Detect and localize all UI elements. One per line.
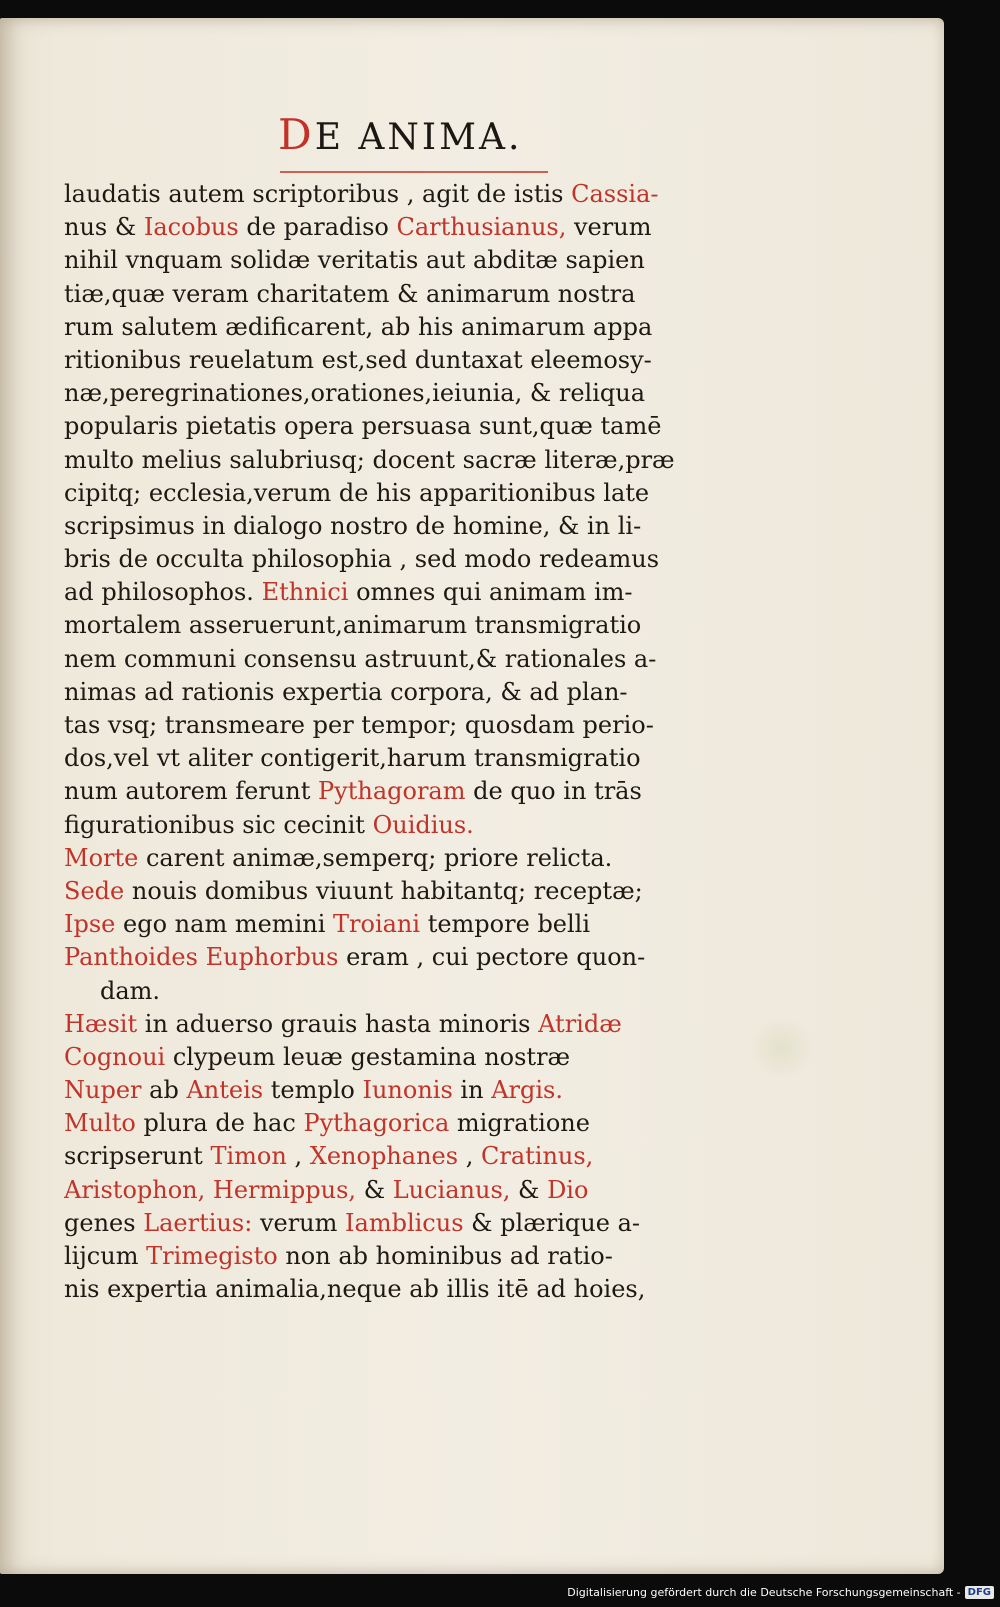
text-line: dos,vel vt aliter contigerit,harum transmigratio <box>64 744 641 773</box>
digitization-credit <box>567 1583 994 1601</box>
text-line: figurationibus sic cecinit Ouidius. <box>64 810 474 839</box>
rubric-word: Xenophanes <box>309 1142 459 1171</box>
book-page <box>0 18 944 1574</box>
text-line: genes Laertius: verum Iamblicus & plærique a- <box>64 1208 641 1237</box>
verse-line: Nuper ab Anteis templo Iunonis in Argis. <box>64 1076 563 1105</box>
rubric-word: Pythagoram <box>318 777 466 806</box>
body-text <box>64 178 744 1306</box>
heading-text: E ANIMA. <box>314 117 523 158</box>
rubric-word: Argis. <box>491 1076 563 1105</box>
text-line: ad philosophos. Ethnici omnes qui animam im- <box>64 578 633 607</box>
rubric-word: Aristophon, <box>64 1175 206 1204</box>
page-heading <box>278 110 522 159</box>
rubric-word: Troiani <box>333 910 421 939</box>
heading-initial: D <box>278 110 315 159</box>
rubric-word: Iunonis <box>362 1076 453 1105</box>
rubric-word: Trimegisto <box>146 1242 278 1270</box>
text-line: bris de occulta philosophia , sed modo redeamus <box>64 545 660 574</box>
text-line: tas vsq; transmeare per tempor; quosdam perio- <box>64 711 654 739</box>
verse-line: Morte carent animæ,semperq; priore relicta. <box>64 843 613 872</box>
rubric-word: Laertius: <box>143 1208 253 1237</box>
rubric-word: Carthusianus, <box>396 213 567 242</box>
text-line: scripsimus in dialogo nostro de homine, & in li- <box>64 511 642 540</box>
rubric-word: Hermippus, <box>212 1175 357 1204</box>
rubric-word: Lucianus, <box>392 1175 511 1204</box>
rubric-word: Cassia- <box>571 180 659 208</box>
dfg-logo: DFG <box>965 1586 994 1599</box>
text-line: ritionibus reuelatum est,sed duntaxat eleemosy- <box>64 345 652 374</box>
text-line: tiæ,quæ veram charitatem & animarum nostra <box>64 279 636 308</box>
heading-underline <box>280 171 548 173</box>
rubric-word: Atridæ <box>538 1009 622 1038</box>
text-line: cipitq; ecclesia,verum de his apparitionibus late <box>64 478 650 507</box>
text-line: lijcum Trimegisto non ab hominibus ad ratio- <box>64 1242 613 1270</box>
rubric-word: Timon <box>210 1142 287 1171</box>
text-line: laudatis autem scriptoribus , agit de istis Cassia- <box>64 180 659 208</box>
rubric-word: Anteis <box>186 1076 264 1105</box>
verse-line: dam. <box>100 976 161 1005</box>
rubric-word: Hæsit <box>64 1009 138 1038</box>
rubric-word: Dio <box>547 1175 589 1204</box>
text-line: scripserunt Timon , Xenophanes , Cratinus, <box>64 1142 594 1171</box>
rubric-word: Iamblicus <box>345 1208 464 1237</box>
rubric-word: Euphorbus <box>205 943 339 972</box>
rubric-word: Cognoui <box>64 1042 166 1071</box>
verse-line: Hæsit in aduerso grauis hasta minoris Atridæ <box>64 1009 622 1038</box>
rubric-word: Panthoides <box>64 943 198 972</box>
rubric-word: Cratinus, <box>480 1142 594 1171</box>
text-line: multo melius salubriusq; docent sacræ literæ,præ <box>64 445 675 474</box>
text-line: mortalem asseruerunt,animarum transmigratio <box>64 611 642 640</box>
text-line: næ,peregrinationes,orationes,ieiunia, & reliqua <box>64 379 646 408</box>
text-line: Aristophon, Hermippus, & Lucianus, & Dio <box>64 1175 589 1204</box>
text-line: Multo plura de hac Pythagorica migratione <box>64 1109 590 1138</box>
verse-line: Sede nouis domibus viuunt habitantq; receptæ; <box>64 876 643 905</box>
text-line: nis expertia animalia,neque ab illis itē ad hoies, <box>64 1275 646 1304</box>
text-line: nihil vnquam solidæ veritatis aut abditæ sapien <box>64 246 645 275</box>
text-line: nem communi consensu astruunt,& rationales a- <box>64 644 657 673</box>
credit-text: Digitalisierung gefördert durch die Deutsche Forschungsgemeinschaft - <box>567 1585 961 1599</box>
rubric-word: Morte <box>64 843 139 872</box>
rubric-word: Sede <box>64 876 125 905</box>
rubric-word: Ethnici <box>261 578 349 607</box>
rubric-word: Multo <box>64 1109 136 1138</box>
verse-line: Cognoui clypeum leuæ gestamina nostræ <box>64 1042 571 1071</box>
verse-line: Ipse ego nam memini Troiani tempore belli <box>64 910 591 939</box>
rubric-word: Ouidius. <box>372 810 474 839</box>
text-line: rum salutem ædificarent, ab his animarum appa <box>64 312 653 341</box>
rubric-word: Nuper <box>64 1076 142 1105</box>
text-line: num autorem ferunt Pythagoram de quo in trās <box>64 777 642 806</box>
rubric-word: Ipse <box>64 910 116 939</box>
rubric-word: Pythagorica <box>303 1109 450 1138</box>
text-line: nus & Iacobus de paradiso Carthusianus, verum <box>64 213 652 242</box>
verse-line: Panthoides Euphorbus eram , cui pectore quon- <box>64 943 646 972</box>
text-line: popularis pietatis opera persuasa sunt,quæ tamē <box>64 412 662 441</box>
text-line: nimas ad rationis expertia corpora, & ad plan- <box>64 677 628 706</box>
rubric-word: Iacobus <box>143 213 239 242</box>
